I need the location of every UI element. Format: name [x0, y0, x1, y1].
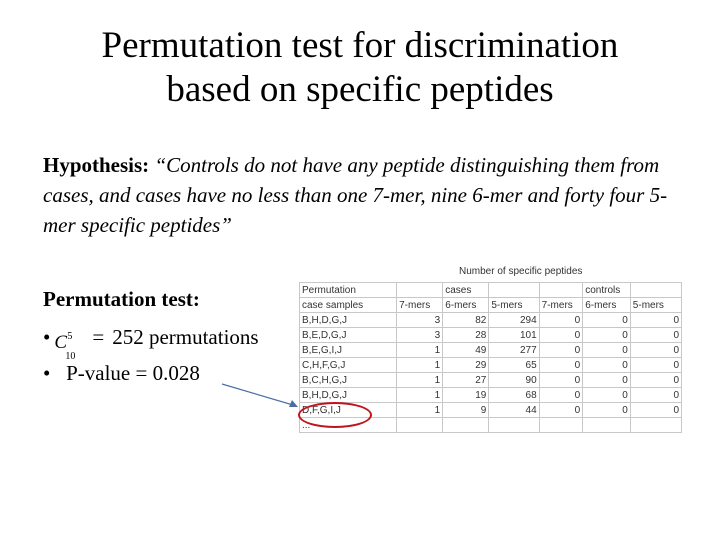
table-cell: D,F,G,I,J [300, 403, 397, 418]
table-cell: 294 [489, 313, 539, 328]
table-row [300, 328, 682, 343]
header-controls: controls [583, 283, 631, 298]
table-cell: 28 [443, 328, 489, 343]
table-cell: 0 [539, 313, 583, 328]
subheader-cases-5mers: 5-mers [489, 298, 539, 313]
subheader-cases-7mers: 7-mers [397, 298, 443, 313]
table-cell: 1 [397, 358, 443, 373]
table-cell: 0 [583, 403, 631, 418]
table-cell: 0 [630, 373, 681, 388]
table-title: Number of specific peptides [459, 266, 583, 277]
table-cell: 44 [489, 403, 539, 418]
table-cell: 0 [630, 358, 681, 373]
table-group-header-row [300, 283, 682, 298]
table-cell: 0 [630, 343, 681, 358]
table-cell: 1 [397, 343, 443, 358]
table-cell: B,C,H,G,J [300, 373, 397, 388]
table-cell: C,H,F,G,J [300, 358, 397, 373]
table-cell: B,E,G,I,J [300, 343, 397, 358]
table-cell: 65 [489, 358, 539, 373]
table-cell: 1 [397, 388, 443, 403]
table-cell: 29 [443, 358, 489, 373]
table-cell: 0 [583, 358, 631, 373]
table-cell: 1 [397, 373, 443, 388]
table-cell: 3 [397, 328, 443, 343]
table-cell: 49 [443, 343, 489, 358]
subheader-controls-5mers: 5-mers [630, 298, 681, 313]
table-row [300, 388, 682, 403]
table-cell: 277 [489, 343, 539, 358]
table-cell: 9 [443, 403, 489, 418]
table-cell: 0 [539, 403, 583, 418]
table-cell: B,H,D,G,J [300, 313, 397, 328]
permutation-count: 252 permutations [112, 325, 259, 349]
bullet-dot: • [43, 325, 51, 349]
bullet-p-value [43, 360, 200, 386]
header-permutation: Permutation [300, 283, 397, 298]
hypothesis-paragraph [43, 150, 683, 240]
permutation-heading: Permutation test: [43, 287, 200, 311]
table-row [300, 313, 682, 328]
combination-symbol: C [54, 332, 68, 354]
table-cell: 0 [630, 328, 681, 343]
table-cell: 82 [443, 313, 489, 328]
combination-k: 5 [67, 331, 73, 343]
combination-formula [54, 326, 76, 363]
table-cell: 0 [539, 328, 583, 343]
slide-title [0, 24, 720, 112]
bullet-permutation-count [43, 324, 259, 363]
subheader-cases-6mers: 6-mers [443, 298, 489, 313]
table-cell: 0 [583, 328, 631, 343]
table-cell: 0 [539, 358, 583, 373]
table-cell: B,H,D,G,J [300, 388, 397, 403]
table-ellipsis: ... [300, 418, 397, 433]
combination-n: 10 [65, 351, 76, 363]
table-row [300, 373, 682, 388]
equals-sign: = [92, 325, 105, 349]
title-line-1: Permutation test for discrimination [101, 25, 619, 66]
table-row [300, 343, 682, 358]
header-cases: cases [443, 283, 489, 298]
subheader-controls-7mers: 7-mers [539, 298, 583, 313]
bullet-dot: • [43, 361, 51, 385]
table-cell: 0 [630, 388, 681, 403]
title-line-2: based on specific peptides [166, 69, 554, 110]
table-cell: 0 [539, 343, 583, 358]
table-cell: 0 [630, 403, 681, 418]
table-cell: B,E,D,G,J [300, 328, 397, 343]
table-cell: 0 [583, 373, 631, 388]
table-cell: 101 [489, 328, 539, 343]
table-cell: 0 [583, 343, 631, 358]
table-cell: 68 [489, 388, 539, 403]
table-cell: 0 [583, 388, 631, 403]
subheader-controls-6mers: 6-mers [583, 298, 631, 313]
table-cell: 0 [539, 388, 583, 403]
table-cell: 19 [443, 388, 489, 403]
table-cell: 1 [397, 403, 443, 418]
table-cell: 0 [583, 313, 631, 328]
arrow-head-icon [289, 400, 298, 407]
table-cell: 0 [539, 373, 583, 388]
table-cell: 27 [443, 373, 489, 388]
table-cell: 0 [630, 313, 681, 328]
table-cell: 3 [397, 313, 443, 328]
p-value: P-value = 0.028 [66, 361, 200, 385]
hypothesis-text: “Controls do not have any peptide distinguishing them from cases, and cases have no less than one 7-mer, nine 6-mer and forty four 5-mer specific peptides” [43, 153, 668, 237]
pointer-arrow [222, 384, 293, 405]
table-sub-header-row [300, 298, 682, 313]
table-cell: 90 [489, 373, 539, 388]
highlight-circle [298, 402, 372, 428]
subheader-case-samples: case samples [300, 298, 397, 313]
hypothesis-label: Hypothesis: [43, 153, 150, 177]
table-row [300, 358, 682, 373]
